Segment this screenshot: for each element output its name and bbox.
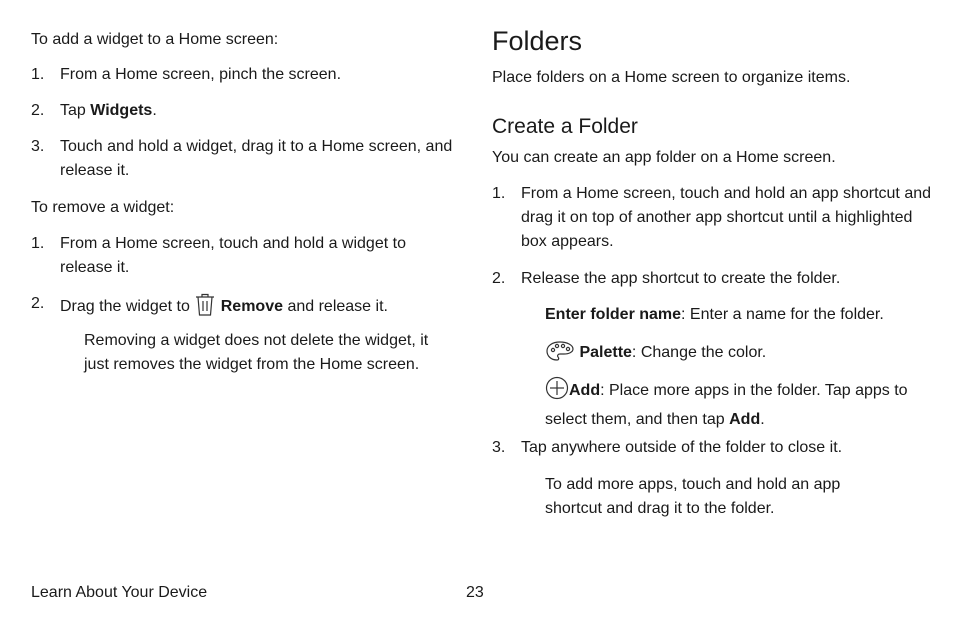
section-heading: Create a Folder — [492, 115, 638, 138]
option-palette: Palette: Change the color. — [545, 340, 766, 370]
list-number: 3. — [492, 439, 506, 456]
list-item: Drag the widget to Remove and release it. — [60, 292, 456, 324]
list-number: 1. — [31, 235, 45, 252]
remove-label: Remove — [220, 298, 283, 315]
folders-intro: Place folders on a Home screen to organize items. — [492, 69, 851, 86]
widgets-label: Widgets — [90, 102, 153, 119]
list-item: Tap anywhere outside of the folder to close it. — [521, 439, 843, 456]
option-add: Add: Place more apps in the folder. Tap apps to select them, and then tap Add. — [545, 376, 925, 432]
list-item: From a Home screen, touch and hold an app shortcut and drag it on top of another app shortcut until a highlighted box appears. — [521, 185, 932, 250]
list-item: Release the app shortcut to create the folder. — [521, 270, 841, 287]
list-number: 2. — [31, 295, 45, 312]
list-item: Tap Widgets. — [60, 102, 157, 119]
list-number: 1. — [31, 66, 45, 83]
option-folder-name: Enter folder name: Enter a name for the folder. — [545, 306, 884, 323]
remove-widget-intro: To remove a widget: — [31, 199, 175, 216]
add-widget-intro: To add a widget to a Home screen: — [31, 31, 279, 48]
trash-icon — [194, 292, 216, 324]
list-item: From a Home screen, pinch the screen. — [60, 66, 342, 83]
page-title: Folders — [492, 26, 583, 56]
list-item: Touch and hold a widget, drag it to a Home screen, and release it. — [60, 138, 453, 179]
list-number: 2. — [31, 102, 45, 119]
list-number: 1. — [492, 185, 506, 202]
page-number: 23 — [466, 584, 484, 601]
palette-icon — [545, 340, 575, 370]
footer-section-title: Learn About Your Device — [31, 584, 208, 601]
list-number: 2. — [492, 270, 506, 287]
list-number: 3. — [31, 138, 45, 155]
add-apps-note: To add more apps, touch and hold an app shortcut and drag it to the folder. — [545, 476, 841, 517]
add-circle-icon — [545, 376, 569, 408]
create-folder-intro: You can create an app folder on a Home screen. — [492, 149, 836, 166]
remove-note: Removing a widget does not delete the widget, it just removes the widget from the Home screen. — [84, 332, 429, 373]
list-item: From a Home screen, touch and hold a widget to release it. — [60, 235, 406, 276]
